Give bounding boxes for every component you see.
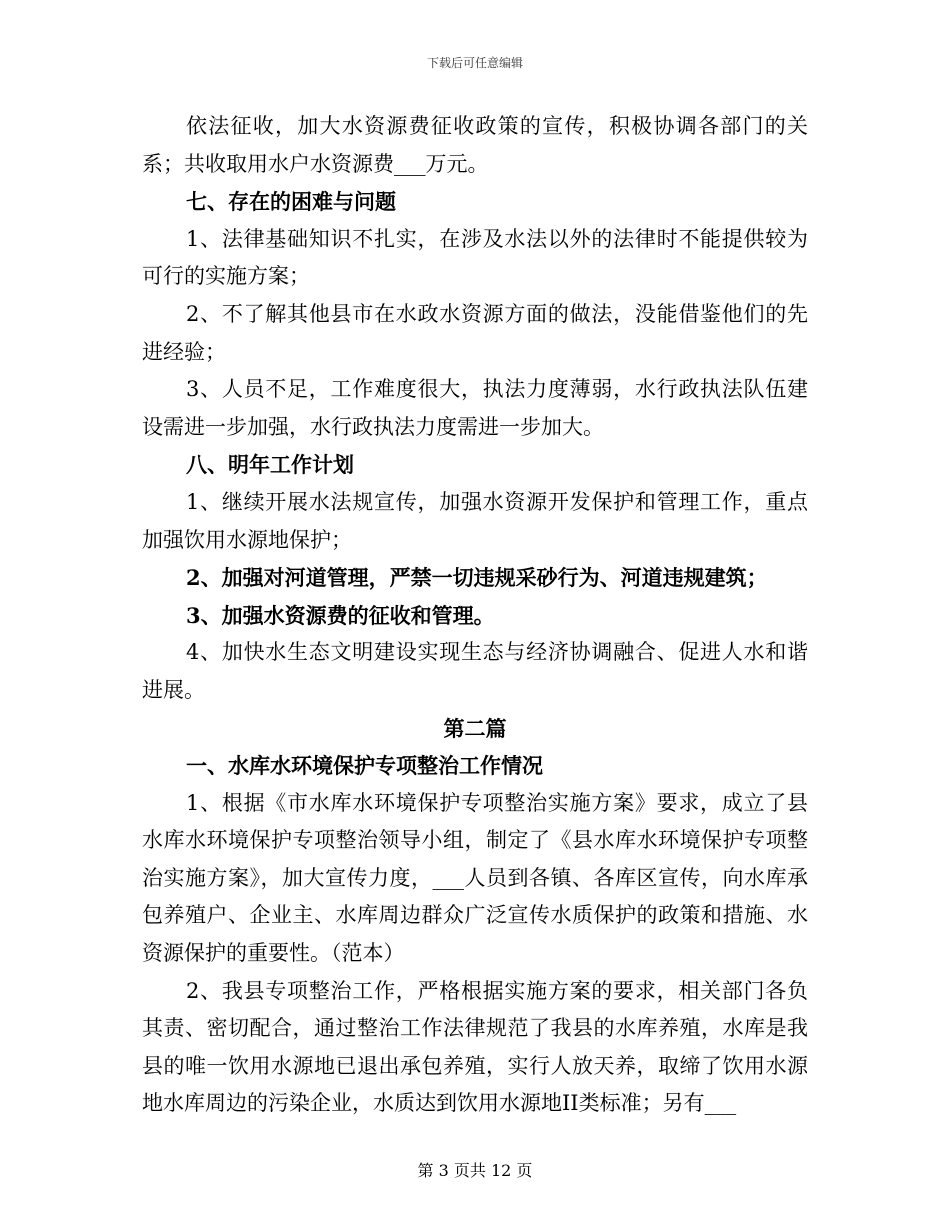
paragraph: 2、我县专项整治工作，严格根据实施方案的要求，相关部门各负其责、密切配合，通过整治工作法律规范了我县的水库养殖，水库是我县的唯一饮用水源地已退出承包养殖，实行人放天养，取缔了饮用水源地水库周边的污染企业，水质达到饮用水源地II类标准；另有___ <box>142 978 808 1116</box>
section-heading: 七、存在的困难与问题 <box>186 189 396 215</box>
paragraph: 2、不了解其他县市在水政水资源方面的做法，没能借鉴他们的先进经验； <box>142 301 808 364</box>
document-body <box>142 108 808 1123</box>
part-title: 第二篇 <box>443 715 507 741</box>
paragraph: 1、继续开展水法规宣传，加强水资源开发保护和管理工作，重点加强饮用水源地保护； <box>142 489 808 552</box>
paragraph: 3、人员不足，工作难度很大，执法力度薄弱，水行政执法队伍建设需进一步加强，水行政执法力度需进一步加大。 <box>142 377 808 439</box>
section-heading: 八、明年工作计划 <box>186 452 354 478</box>
paragraph: 1、法律基础知识不扎实，在涉及水法以外的法律时不能提供较为可行的实施方案； <box>142 226 808 289</box>
paragraph-bold: 2、加强对河道管理，严禁一切违规采砂行为、河道违规建筑； <box>186 565 768 591</box>
page-footer: 第 3 页共 12 页 <box>417 1161 533 1180</box>
paragraph: 1、根据《市水库水环境保护专项整治实施方案》要求，成立了县水库水环境保护专项整治领导小组，制定了《县水库水环境保护专项整治实施方案》，加大宣传力度，___人员到各镇、各库区宣传，向水库承包养殖户、企业主、水库周边群众广泛宣传水质保护的政策和措施、水资源保护的重要性。（范本） <box>142 790 808 966</box>
paragraph: 依法征收，加大水资源费征收政策的宣传，积极协调各部门的关系；共收取用水户水资源费___万元。 <box>142 114 808 176</box>
page-header: 下载后可任意编辑 <box>426 56 523 70</box>
section-heading: 一、水库水环境保护专项整治工作情况 <box>186 753 543 779</box>
paragraph: 4、加快水生态文明建设实现生态与经济协调融合、促进人水和谐进展。 <box>142 640 808 702</box>
paragraph-bold: 3、加强水资源费的征收和管理。 <box>186 602 495 628</box>
